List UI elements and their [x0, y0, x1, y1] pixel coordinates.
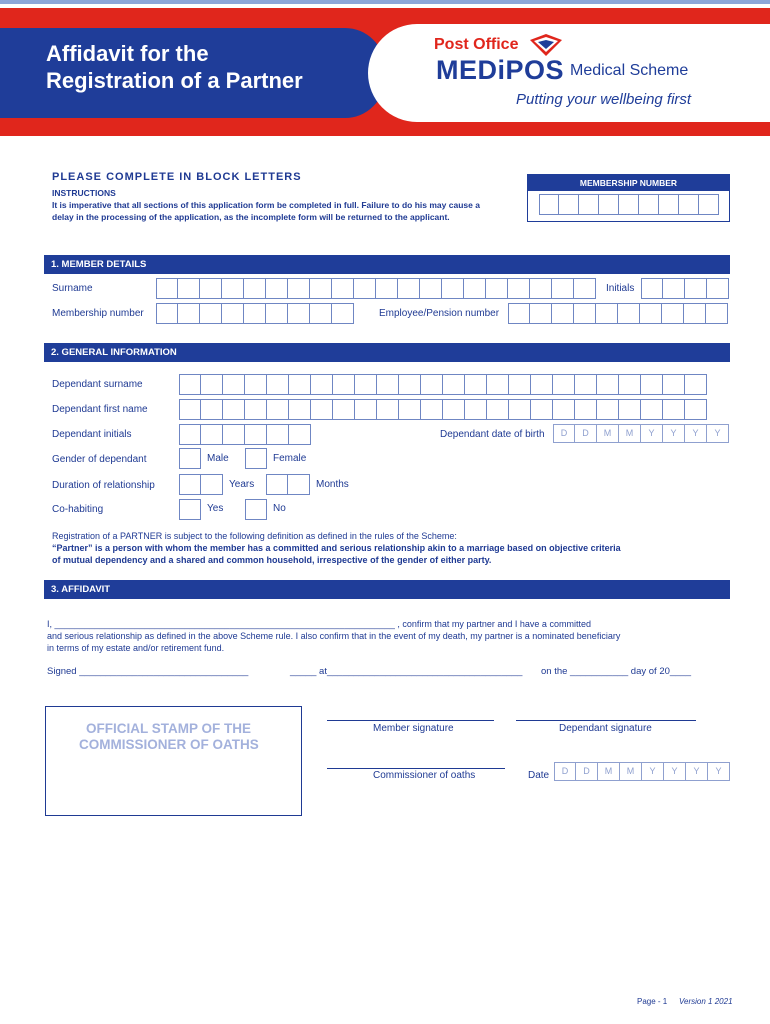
dependant-signature-label: Dependant signature [559, 723, 652, 734]
membership-number-cells[interactable] [539, 194, 719, 215]
official-stamp-box [45, 706, 302, 816]
employee-number-input[interactable] [508, 303, 728, 324]
membership-number-label-row: Membership number [52, 308, 144, 319]
stamp-line-2: COMMISSIONER OF OATHS [79, 737, 259, 752]
duration-label: Duration of relationship [52, 480, 155, 491]
member-signature-label: Member signature [373, 723, 454, 734]
title-line-1: Affidavit for the [46, 41, 209, 66]
commissioner-signature-line[interactable] [327, 768, 505, 769]
yes-label: Yes [207, 503, 224, 514]
page-title [46, 40, 303, 94]
surname-input[interactable] [156, 278, 596, 299]
title-line-2: Registration of a Partner [46, 68, 303, 93]
male-checkbox[interactable] [179, 448, 201, 469]
dependant-signature-line[interactable] [516, 720, 696, 721]
signed-date-field[interactable]: on the ___________ day of 20____ [541, 666, 692, 677]
membership-number-panel [527, 174, 730, 222]
years-label: Years [229, 479, 255, 490]
affidavit-line-2: and serious relationship as defined in the above Scheme rule. I also confirm that in the event of my death, my partner is a nominated beneficiary [47, 631, 621, 641]
employee-number-label: Employee/Pension number [379, 308, 500, 319]
gender-label: Gender of dependant [52, 454, 147, 465]
brand-post-office: Post Office [434, 36, 519, 53]
initials-label: Initials [606, 283, 635, 294]
partner-definition-line-1: “Partner” is a person with whom the member has a committed and serious relationship akin to a marriage based on objective criteria [52, 543, 621, 553]
brand-medipos: MEDiPOS [436, 55, 565, 85]
page-number: Page - 1 [637, 997, 668, 1006]
dependant-initials-label: Dependant initials [52, 429, 132, 440]
header-top-stripe [0, 0, 770, 4]
partner-definition-intro: Registration of a PARTNER is subject to the following definition as defined in the rules of the Scheme: [52, 531, 457, 541]
dependant-first-name-label: Dependant first name [52, 404, 148, 415]
signed-at-field[interactable]: _____ at_____________________________________ [290, 666, 523, 677]
stamp-line-1: OFFICIAL STAMP OF THE [86, 721, 251, 736]
affidavit-line-3: in terms of my estate and/or retirement fund. [47, 643, 225, 653]
section-general-information: 2. GENERAL INFORMATION [44, 343, 730, 362]
dependant-first-name-input[interactable] [179, 399, 707, 420]
brand-medical-scheme: Medical Scheme [570, 62, 689, 79]
section-affidavit: 3. AFFIDAVIT [44, 580, 730, 599]
tagline: Putting your wellbeing first [516, 91, 692, 108]
initials-input[interactable] [641, 278, 729, 299]
membership-number-label: MEMBERSHIP NUMBER [528, 175, 729, 191]
affidavit-line-1: I, ____________________________________________________________________ , confirm that my partner and I have a committed [47, 619, 591, 629]
commissioner-label: Commissioner of oaths [373, 770, 476, 781]
block-letters-heading: PLEASE COMPLETE IN BLOCK LETTERS [52, 171, 302, 183]
dependant-initials-input[interactable] [179, 424, 311, 445]
male-label: Male [207, 453, 229, 464]
years-input[interactable] [179, 474, 223, 495]
no-label: No [273, 503, 286, 514]
no-checkbox[interactable] [245, 499, 267, 520]
months-label: Months [316, 479, 349, 490]
membership-number-input[interactable] [156, 303, 354, 324]
female-checkbox[interactable] [245, 448, 267, 469]
dependant-dob-input[interactable]: D D M M Y Y Y Y [553, 424, 729, 443]
instructions-subheading: INSTRUCTIONS [52, 188, 116, 198]
section-member-details: 1. MEMBER DETAILS [44, 255, 730, 274]
date-label: Date [528, 770, 550, 781]
dependant-surname-input[interactable] [179, 374, 707, 395]
signed-field[interactable]: Signed ________________________________ [47, 666, 249, 677]
commissioner-date-input[interactable]: D D M M Y Y Y Y [554, 762, 730, 781]
version-label: Version 1 2021 [679, 997, 733, 1006]
female-label: Female [273, 453, 307, 464]
months-input[interactable] [266, 474, 310, 495]
member-signature-line[interactable] [327, 720, 494, 721]
cohabiting-label: Co-habiting [52, 504, 104, 515]
partner-definition-line-2: of mutual dependency and a shared and common household, irrespective of the gender of either party. [52, 555, 492, 565]
dependant-surname-label: Dependant surname [52, 379, 143, 390]
instructions-text: It is imperative that all sections of this application form be completed in full. Failure to do his may cause a delay in the processing of the application, as the incomplete form will be returned to the applicant. [52, 200, 480, 222]
dependant-dob-label: Dependant date of birth [440, 429, 545, 440]
surname-label: Surname [52, 283, 93, 294]
yes-checkbox[interactable] [179, 499, 201, 520]
